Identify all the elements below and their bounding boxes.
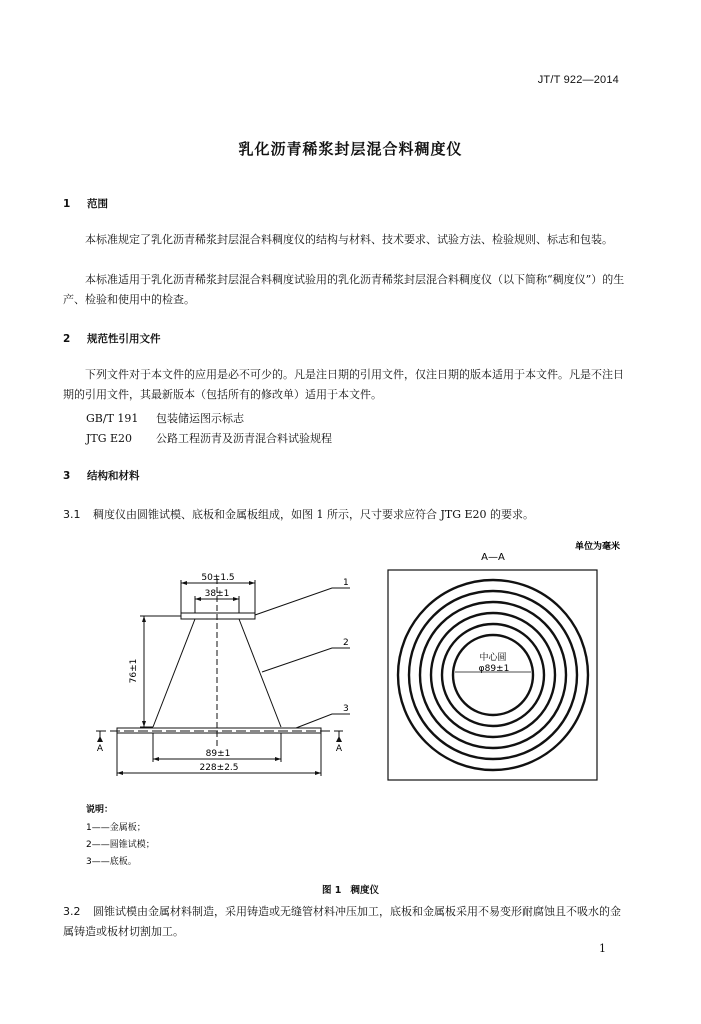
- metal-plate: [181, 613, 255, 619]
- ring-5: [409, 591, 577, 759]
- dim-base: 228±2.5: [199, 763, 239, 773]
- section-mark-left: A: [96, 744, 104, 754]
- section-2-number: 2: [63, 333, 71, 345]
- ring-2: [442, 624, 544, 726]
- clause-3-1: [63, 506, 534, 522]
- reference-item: [86, 430, 332, 446]
- legend-item-1: 1——金属板；: [86, 823, 146, 833]
- section-2-heading: [63, 331, 161, 346]
- legend-item-2: 2——圆锥试模；: [86, 840, 155, 850]
- legend-title: 说明：: [86, 805, 114, 815]
- legend-item-3: 3——底板。: [86, 857, 137, 867]
- section-1-heading: [63, 196, 108, 211]
- section-1-number: 1: [63, 198, 71, 210]
- leader-line-1: [255, 588, 350, 615]
- reference-title: 包装储运图示标志: [156, 412, 244, 425]
- reference-item: [86, 410, 244, 426]
- section-2-title: 规范性引用文件: [87, 333, 161, 345]
- section-mark-right: A: [335, 744, 343, 754]
- unit-note: 单位为毫米: [574, 542, 620, 552]
- clause-3-2: [63, 902, 629, 942]
- page-number: 1: [599, 942, 606, 955]
- section-label: A—A: [481, 552, 505, 563]
- center-circle-label: 中心圆: [479, 653, 507, 663]
- center-circle-dim: φ89±1: [478, 664, 510, 674]
- section-1-para-1: 本标准规定了乳化沥青稀浆封层混合料稠度仪的结构与材料、技术要求、试验方法、检验规则、标志和包装。: [85, 233, 613, 246]
- concentric-rings: [398, 580, 588, 770]
- callout-2: 2: [343, 638, 349, 648]
- cone-right-edge: [239, 619, 281, 727]
- page-title: 乳化沥青稀浆封层混合料稠度仪: [238, 140, 463, 158]
- section-2-para-1: 下列文件对于本文件的应用是必不可少的。凡是注日期的引用文件，仅注日期的版本适用于本文件。凡是不注日期的引用文件，其最新版本（包括所有的修改单）适用于本文件。: [63, 368, 624, 401]
- figure-caption-number: 图 1: [322, 885, 342, 896]
- ring-3: [431, 613, 555, 737]
- callout-1: 1: [343, 578, 349, 588]
- figure-caption-text: 稠度仪: [350, 885, 379, 896]
- figure-caption: [0, 882, 701, 896]
- standard-code: JT/T 922—2014: [537, 74, 619, 86]
- clause-3-1-number: 3.1: [63, 508, 81, 521]
- reference-code: GB/T 191: [86, 412, 139, 425]
- reference-code: JTG E20: [86, 432, 133, 445]
- leader-line-2: [262, 648, 350, 672]
- dim-height: 76±1: [129, 658, 139, 684]
- clause-3-2-number: 3.2: [63, 905, 81, 918]
- reference-title: 公路工程沥青及沥青混合料试验规程: [156, 432, 332, 445]
- leader-line-3: [296, 714, 350, 728]
- clause-3-1-text: 稠度仪由圆锥试模、底板和金属板组成，如图 1 所示，尺寸要求应符合 JTG E20 的要求。: [93, 508, 535, 521]
- dim-top-outer: 50±1.5: [201, 573, 235, 583]
- section-3-number: 3: [63, 470, 71, 482]
- section-3-heading: [63, 468, 140, 483]
- clause-3-2-text: 圆锥试模由金属材料制造，采用铸造或无缝管材料冲压加工，底板和金属板采用不易变形耐腐蚀且不吸水的金属铸造或板材切割加工。: [63, 905, 621, 938]
- figure-1: [0, 530, 701, 867]
- dim-top-inner: 38±1: [204, 589, 230, 599]
- section-1-title: 范围: [87, 198, 108, 210]
- section-1-para-2: 本标准适用于乳化沥青稀浆封层混合料稠度试验用的乳化沥青稀浆封层混合料稠度仪（以下简称“稠度仪”）的生产、检验和使用中的检查。: [63, 273, 625, 306]
- dim-bottom-inner: 89±1: [205, 749, 231, 759]
- section-3-title: 结构和材料: [87, 470, 140, 482]
- callout-3: 3: [343, 704, 349, 714]
- cone-left-edge: [153, 619, 195, 727]
- ring-1: [453, 635, 533, 715]
- plan-view: [388, 570, 597, 780]
- legend: [86, 803, 155, 867]
- ring-6: [398, 580, 588, 770]
